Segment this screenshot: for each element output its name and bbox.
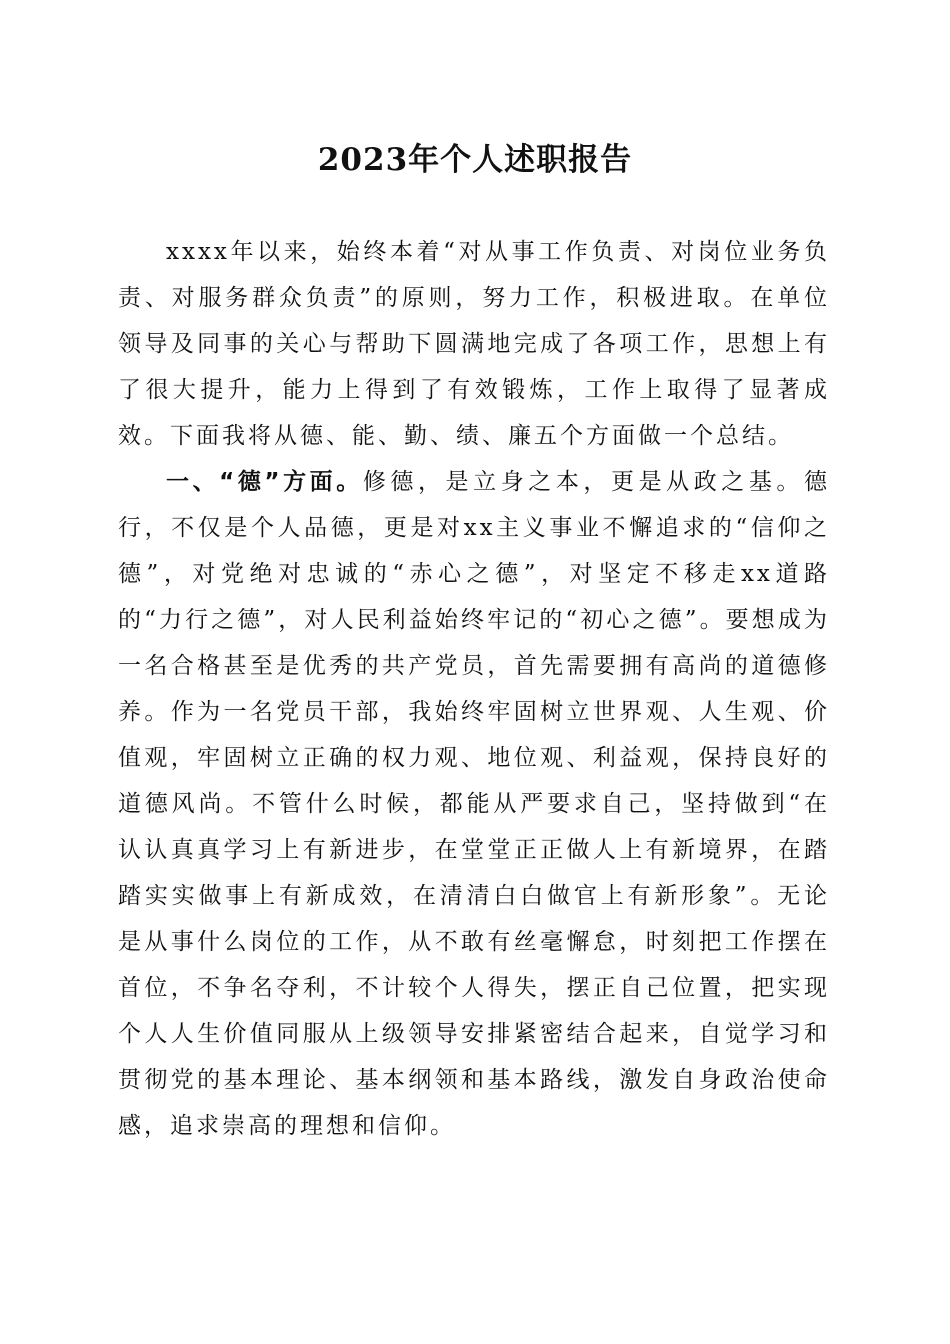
- intro-paragraph: xxxx年以来，始终本着“对从事工作负责、对岗位业务负责、对服务群众负责”的原则，努力工作，积极进取。在单位领导及同事的关心与帮助下圆满地完成了各项工作，思想上有了很大提升，能力上得到了有效锻炼，工作上取得了显著成效。下面我将从德、能、勤、绩、廉五个方面做一个总结。: [118, 239, 830, 449]
- section-1-paragraph: [118, 459, 830, 1149]
- section-1-text: 修德，是立身之本，更是从政之基。德行，不仅是个人品德，更是对xx主义事业不懈追求的“信仰之德”，对党绝对忠诚的“赤心之德”，对坚定不移走xx道路的“力行之德”，对人民利益始终牢记的“初心之德”。要想成为一名合格甚至是优秀的共产党员，首先需要拥有高尚的道德修养。作为一名党员干部，我始终牢固树立世界观、人生观、价值观，牢固树立正确的权力观、地位观、利益观，保持良好的道德风尚。不管什么时候，都能从严要求自己，坚持做到“在认认真真学习上有新进步，在堂堂正正做人上有新境界，在踏踏实实做事上有新成效，在清清白白做官上有新形象”。无论是从事什么岗位的工作，从不敢有丝毫懈怠，时刻把工作摆在首位，不争名夺利，不计较个人得失，摆正自己位置，把实现个人人生价值同服从上级领导安排紧密结合起来，自觉学习和贯彻党的基本理论、基本纲领和基本路线，激发自身政治使命感，追求崇高的理想和信仰。: [118, 469, 831, 1139]
- section-1-heading: 一、“德”方面。: [166, 469, 363, 495]
- document-title: 2023年个人述职报告: [317, 142, 633, 178]
- document-body: [118, 229, 830, 1149]
